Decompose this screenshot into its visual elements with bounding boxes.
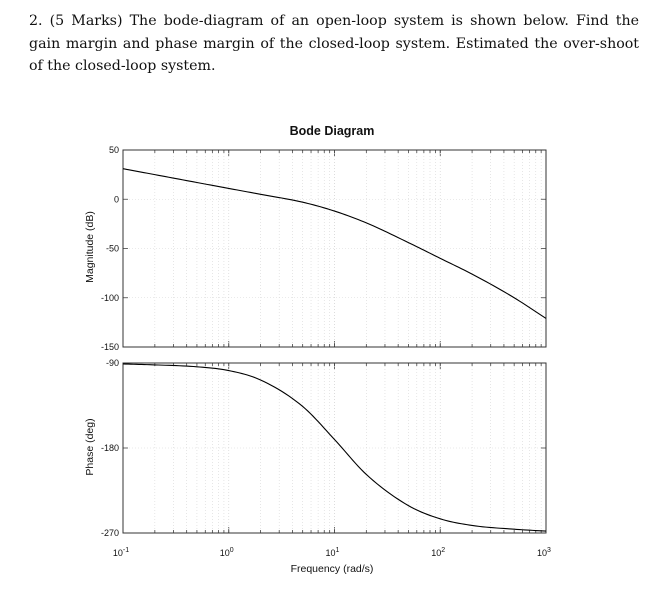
magnitude-panel [101,145,546,352]
y-tick-label: -100 [100,292,119,303]
y-tick-label: -90 [105,358,119,369]
x-axis-label: Frequency (rad/s) [290,563,374,575]
x-tick-label [431,547,445,558]
x-tick-label [326,547,340,558]
y-tick-label: -270 [100,528,119,539]
x-tick-label [220,547,234,558]
x-tick-base: 10 [537,548,548,558]
x-tick-label [537,547,551,558]
y-tick-label: 50 [108,145,119,156]
y-tick-label: -180 [100,443,119,454]
x-tick-exponent: 1 [335,547,340,554]
x-tick-base: 10 [112,548,123,558]
y-tick-label: 0 [113,194,119,205]
y-tick-label: -150 [100,342,119,353]
x-tick-exponent: 0 [229,547,234,554]
x-tick-base: 10 [431,548,442,558]
x-tick-exponent: -1 [122,547,130,554]
y-tick-label: -50 [105,243,119,254]
question-text: 2. (5 Marks) The bode-diagram of an open-loop system is shown below. Find the gain margin and phase margin of the closed-loop system. Estimated the over-shoot of the closed-loop system. [29,13,639,74]
magnitude-y-label: Magnitude (dB) [84,211,96,283]
x-tick-label [113,547,129,558]
x-tick-base: 10 [219,548,230,558]
phase-y-label: Phase (deg) [84,418,96,476]
x-tick-exponent: 3 [547,547,551,554]
x-tick-exponent: 2 [441,547,446,554]
phase-panel [101,358,546,538]
x-tick-labels [113,547,551,558]
x-tick-base: 10 [325,548,336,558]
chart-title: Bode Diagram [289,124,375,138]
